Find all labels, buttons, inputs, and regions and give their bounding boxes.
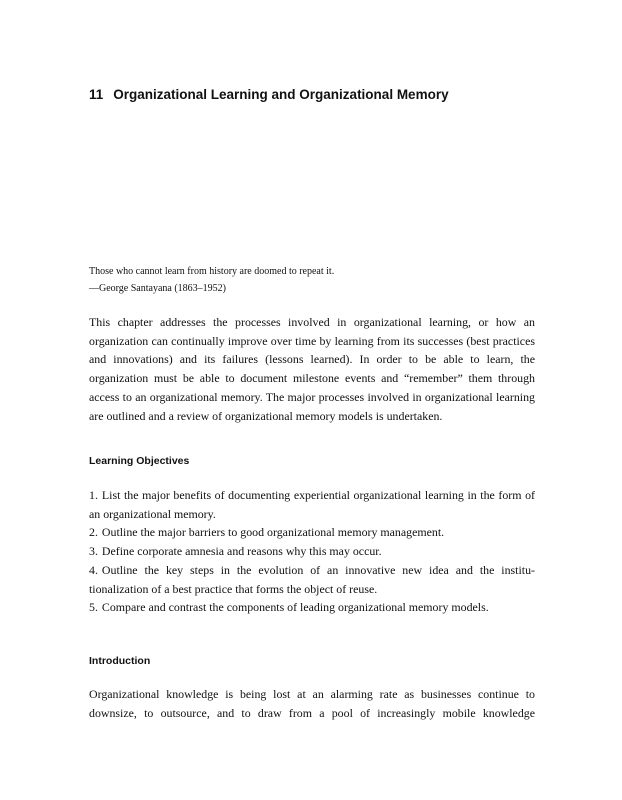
epigraph-attribution: —George Santayana (1863–1952)	[89, 283, 227, 294]
objective-number: 3.	[89, 544, 98, 559]
objective-number: 1.	[89, 488, 98, 502]
chapter-intro	[89, 313, 535, 425]
epigraph-quote: Those who cannot learn from history are doomed to repeat it.	[89, 266, 335, 277]
objective-text: Compare and contrast the components of leading organizational memory models.	[101, 600, 489, 615]
objective-item	[89, 523, 535, 542]
objective-text: List the major benefits of documenting experiential organizational learning in the form of an organizational memory.	[89, 488, 535, 521]
epigraph	[89, 263, 535, 297]
objective-item	[89, 542, 535, 561]
learning-objectives-heading: Learning Objectives	[89, 455, 190, 467]
objective-item	[89, 561, 535, 598]
introduction-section	[89, 685, 535, 722]
objective-text: Define corporate amnesia and reasons why this may occur.	[101, 544, 382, 559]
objective-text: Outline the major barriers to good organizational memory management.	[101, 525, 445, 540]
objective-text: Outline the key steps in the evolution of an innovative new idea and the institutionalization of a best practice that forms the object of reuse.	[89, 562, 535, 596]
chapter-title-text: Organizational Learning and Organizational Memory	[113, 87, 449, 102]
objective-number: 4.	[89, 562, 98, 577]
chapter-title	[89, 86, 559, 104]
chapter-number: 11	[89, 87, 104, 102]
introduction-paragraph: Organizational knowledge is being lost at an alarming rate as businesses continue to downsize, to outsource, and to draw from a pool of increasingly mobile knowledge	[89, 687, 535, 720]
introduction-heading: Introduction	[89, 655, 151, 667]
intro-paragraph: This chapter addresses the processes involved in organizational learning, or how an organization can continually improve over time by learning from its successes (best practices and innovations) and its failures (lessons learned). In order to be able to learn, the organization must be able to document milestone events and “remember” them through access to an organizational memory. The major processes involved in organizational learning are outlined and a review of organizational memory models is undertaken.	[89, 315, 535, 423]
objective-item	[89, 598, 535, 617]
learning-objectives-list	[89, 486, 535, 617]
objective-item	[89, 486, 535, 523]
objective-number: 2.	[89, 525, 98, 540]
objective-number: 5.	[89, 600, 98, 615]
